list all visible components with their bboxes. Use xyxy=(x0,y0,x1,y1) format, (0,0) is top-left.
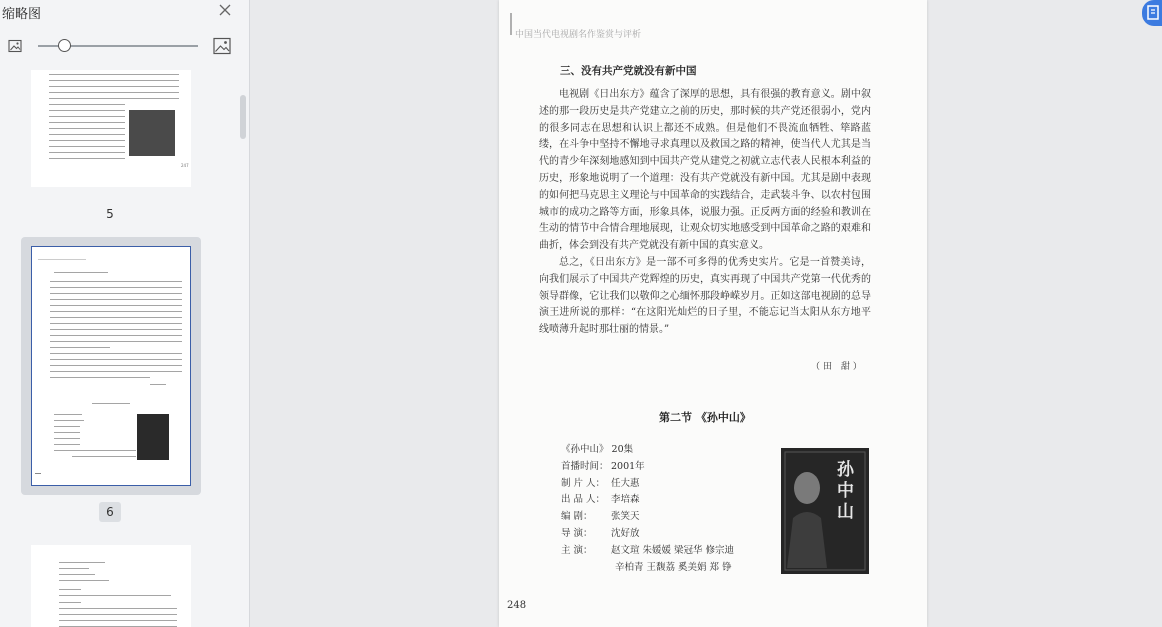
thumbnail-image xyxy=(31,70,191,187)
thumbnail-label-6: 6 xyxy=(99,502,121,522)
credit-label: 导 演： xyxy=(561,527,593,539)
credit-label: 主 演： xyxy=(561,544,593,556)
credit-label: 编 剧： xyxy=(561,511,593,523)
section-title: 三、没有共产党就没有新中国 xyxy=(560,65,697,77)
credit-row xyxy=(561,509,734,526)
paragraph: 总之，《日出东方》是一部不可多得的优秀史实片。它是一首赞美诗，向我们展示了中国共产党辉煌的历史，真实再现了中国共产党第一代优秀的领导群像，它让我们以敬仰之心缅怀那段峥嵘岁月。正如这部电视剧的总导演王进所说的那样：“在这阳光灿烂的日子里，不能忘记当太阳从东方地平线喷薄升起时那壮丽的情景。” xyxy=(539,256,871,336)
credits-title: 《孙中山》 20集 xyxy=(561,444,634,455)
thumbnail-label-5: 5 xyxy=(106,207,114,221)
body-text xyxy=(539,87,871,339)
credit-label: 首播时间： xyxy=(561,460,609,472)
credit-value: 李培森 xyxy=(611,494,640,506)
thumbnail-page-6[interactable] xyxy=(21,237,201,495)
document-icon xyxy=(1142,0,1162,26)
zoom-in-image-icon[interactable] xyxy=(213,37,231,55)
thumbnail-sidebar xyxy=(0,0,250,627)
credit-value: 张笑天 xyxy=(611,511,640,523)
floating-tool-button[interactable] xyxy=(1142,0,1162,26)
thumbnail-page-7[interactable] xyxy=(21,535,201,627)
author-signature: （田 甜） xyxy=(811,362,865,372)
running-header: 中国当代电视剧名作鉴赏与评析 xyxy=(515,30,642,40)
thumbnail-footer-number: 247 xyxy=(181,163,189,168)
zoom-out-image-icon[interactable] xyxy=(8,39,22,53)
header-rule xyxy=(510,13,512,35)
page-number: 248 xyxy=(507,600,527,611)
thumbnail-page-5[interactable] xyxy=(21,70,201,196)
credit-label: 出 品 人： xyxy=(561,494,606,506)
paragraph: 电视剧《日出东方》蕴含了深厚的思想，具有很强的教育意义。剧中叙述的那一段历史是共产党建立之前的历史，那时候的共产党还很弱小，党内的很多同志在思想和认识上都还不成熟。但是他们不畏流血牺牲、筚路蓝缕，在斗争中坚持不懈地寻求真理以及救国之路的精神，使当代人尤其是当代的青少年深刻地感知到中国共产党从建党之初就立志代表人民根本利益的历史，形象地说明了一个道理：没有共产党就没有新中国。尤其是剧中表现的如何把马克思主义理论与中国革命的实践结合，走武装斗争、以农村包围城市的成功之路等方面，形象具体，说服力强。正反两方面的经验和教训在生动的情节中合情合理地展现，让观众切实地感受到中国革命之路的艰难和曲折，体会到没有共产党就没有新中国的真实意义。 xyxy=(539,89,871,252)
thumbnail-image xyxy=(31,246,191,486)
document-page xyxy=(499,0,927,627)
section-heading: 第二节 《孙中山》 xyxy=(659,411,751,424)
credit-row xyxy=(561,492,734,509)
zoom-slider-handle[interactable] xyxy=(58,39,71,52)
poster-image xyxy=(781,448,869,574)
credit-row xyxy=(561,543,734,560)
credits-block xyxy=(561,442,734,576)
credit-row xyxy=(561,459,734,476)
credit-value: 赵文瑄 朱媛媛 梁冠华 修宗迪 xyxy=(611,544,735,556)
thumbnail-image xyxy=(31,545,191,627)
zoom-toolbar xyxy=(0,34,249,58)
close-icon[interactable] xyxy=(217,2,233,18)
credit-value: 2001年 xyxy=(611,460,645,472)
sidebar-scrollbar[interactable] xyxy=(240,95,246,139)
credit-value: 任大惠 xyxy=(611,477,640,489)
credit-label: 制 片 人： xyxy=(561,477,606,489)
poster-title: 孙中山 xyxy=(837,460,854,522)
sidebar-title: 缩略图 xyxy=(2,7,42,22)
credit-row xyxy=(561,526,734,543)
credit-continuation: 辛柏青 王馥荔 奚美娟 郑 铮 xyxy=(615,561,732,573)
document-viewer[interactable] xyxy=(250,0,1162,627)
credit-value: 沈好放 xyxy=(611,527,640,539)
thumbnail-list[interactable] xyxy=(0,70,236,627)
credit-row xyxy=(561,476,734,493)
